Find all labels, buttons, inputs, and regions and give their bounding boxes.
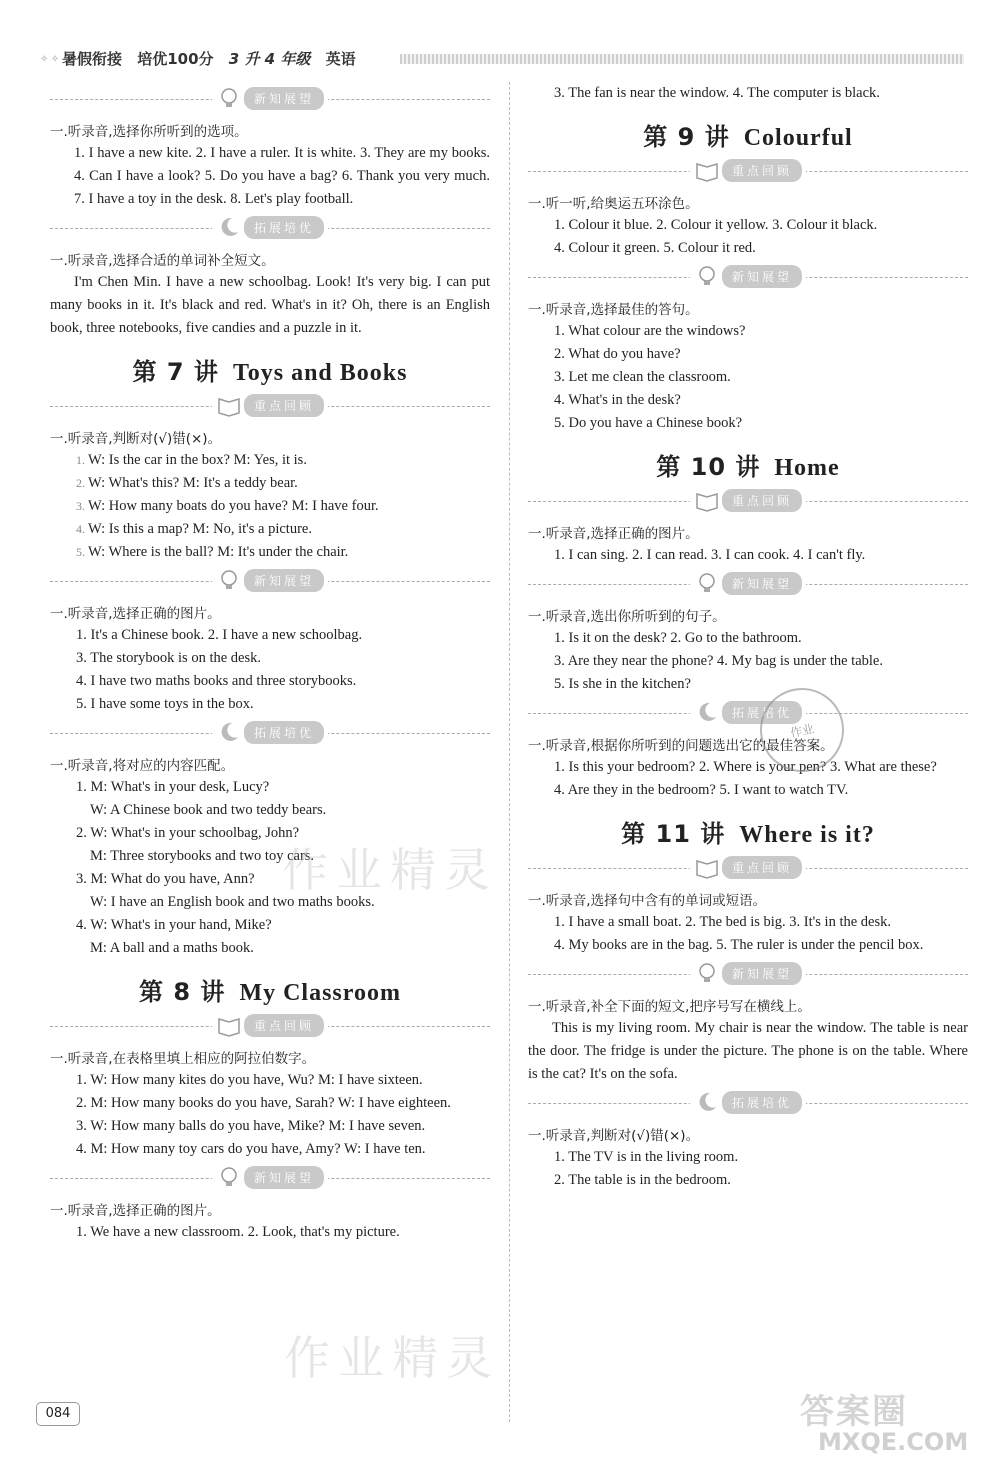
page-number: 084: [36, 1402, 80, 1426]
section-label: 拓展培优: [722, 701, 802, 724]
section-label: 新知展望: [722, 572, 802, 595]
header-title: [62, 48, 366, 69]
section-header-extend: [528, 700, 968, 728]
list-item: 3. Let me clean the classroom.: [554, 369, 731, 385]
column-divider: [509, 82, 510, 1422]
question-prompt: 一.听录音,判断对(√)错(×)。: [50, 431, 222, 447]
question-prompt: 一.听录音,在表格里填上相应的阿拉伯数字。: [50, 1051, 316, 1067]
section-header-new: [50, 86, 490, 114]
section-label: 新知展望: [722, 265, 802, 288]
moon-icon: [216, 720, 242, 744]
question-prompt: 一.听录音,选择最佳的答句。: [528, 302, 699, 318]
header-series: 暑假衔接: [62, 50, 123, 68]
moon-icon: [694, 700, 720, 724]
list-item: M: Three storybooks and two toy cars.: [90, 848, 315, 864]
header-subject: 英语: [325, 50, 356, 68]
bulb-icon: [694, 961, 720, 985]
list-item: 2. M: How many books do you have, Sarah? W: I have eighteen.: [76, 1095, 451, 1111]
question-prompt: 一.听录音,选择合适的单词补全短文。: [50, 253, 275, 269]
paragraph: I'm Chen Min. I have a new schoolbag. Look! It's very big. I can put many books in it. It's black and red. What's in it? Oh, there is an English book, three notebooks, five candies and a puzzle in it.: [50, 274, 490, 336]
list-item: 1. W: Is the car in the box? M: Yes, it is.: [76, 452, 307, 468]
section-label: 拓展培优: [244, 721, 324, 744]
header-dots: ✧ ✧: [40, 54, 60, 65]
lesson-title-10: [528, 447, 968, 482]
paragraph: 1. I have a new kite. 2. I have a ruler. It is white. 3. They are my books. 4. Can I have a look? 5. Do you have a bag? 6. Thank you very much. 7. I have a toy in the desk. 8. Let's play football.: [74, 145, 490, 207]
section-label: 新知展望: [244, 87, 324, 110]
list-item: 4. My books are in the bag. 5. The ruler is under the pencil box.: [554, 937, 924, 953]
book-icon: [216, 393, 242, 417]
list-item: 3. Are they near the phone? 4. My bag is under the table.: [554, 653, 883, 669]
book-icon: [694, 855, 720, 879]
lesson-number: 第 10 讲: [656, 453, 761, 481]
section-label: 拓展培优: [722, 1091, 802, 1114]
question-prompt: 一.听一听,给奥运五环涂色。: [528, 196, 699, 212]
list-item: 3. The fan is near the window. 4. The computer is black.: [554, 85, 880, 101]
list-item: 1. I can sing. 2. I can read. 3. I can cook. 4. I can't fly.: [554, 547, 866, 563]
question-prompt: 一.听录音,补全下面的短文,把序号写在横线上。: [528, 999, 811, 1015]
section-header-extend: [50, 720, 490, 748]
section-header-new: [528, 961, 968, 989]
list-item: 2. W: What's this? M: It's a teddy bear.: [76, 475, 298, 491]
list-item: W: A Chinese book and two teddy bears.: [90, 802, 327, 818]
section-header-review: [528, 855, 968, 883]
list-item: 3. M: What do you have, Ann?: [76, 871, 255, 887]
section-label: 重点回顾: [722, 489, 802, 512]
lesson-name: Colourful: [743, 125, 853, 151]
list-item: 1. What colour are the windows?: [554, 323, 746, 339]
corner-logo: 答案圈: [800, 1392, 908, 1432]
list-item: 1. It's a Chinese book. 2. I have a new schoolbag.: [76, 627, 363, 643]
list-item: M: A ball and a maths book.: [90, 940, 254, 956]
section-label: 重点回顾: [244, 1014, 324, 1037]
list-item: 2. What do you have?: [554, 346, 681, 362]
corner-url: MXQE.COM: [818, 1428, 969, 1456]
section-header-review: [50, 1013, 490, 1041]
lesson-number: 第 9 讲: [643, 123, 730, 151]
paragraph: This is my living room. My chair is near the window. The table is near the door. The fridge is under the picture. The phone is on the table. Where is the cat? It's on the sofa.: [528, 1020, 968, 1082]
lesson-title-7: [50, 352, 490, 387]
section-header-review: [50, 393, 490, 421]
list-item: 4. W: Is this a map? M: No, it's a picture.: [76, 521, 312, 537]
lesson-number: 第 8 讲: [139, 978, 226, 1006]
list-item: 1. The TV is in the living room.: [554, 1149, 739, 1165]
stamp: 作业: [752, 680, 852, 780]
header-bar: [400, 54, 964, 64]
list-item: 3. The storybook is on the desk.: [76, 650, 261, 666]
bulb-icon: [694, 571, 720, 595]
section-header-extend: [50, 215, 490, 243]
lesson-number: 第 11 讲: [621, 820, 726, 848]
list-item: 3. W: How many balls do you have, Mike? M: I have seven.: [76, 1118, 426, 1134]
question-prompt: 一.听录音,选择正确的图片。: [50, 1203, 221, 1219]
question-prompt: 一.听录音,选出你所听到的句子。: [528, 609, 726, 625]
list-item: W: I have an English book and two maths books.: [90, 894, 375, 910]
list-item: 2. W: What's in your schoolbag, John?: [76, 825, 300, 841]
list-item: 4. M: How many toy cars do you have, Amy? W: I have ten.: [76, 1141, 426, 1157]
section-header-new: [50, 1165, 490, 1193]
section-label: 新知展望: [244, 569, 324, 592]
list-item: 1. M: What's in your desk, Lucy?: [76, 779, 270, 795]
moon-icon: [216, 215, 242, 239]
list-item: 5. W: Where is the ball? M: It's under the chair.: [76, 544, 349, 560]
list-item: 1. Is this your bedroom? 2. Where is your pen? 3. What are these?: [554, 759, 937, 775]
page-header: [0, 44, 1000, 76]
list-item: 4. Are they in the bedroom? 5. I want to watch TV.: [554, 782, 849, 798]
moon-icon: [694, 1090, 720, 1114]
header-subtitle: 培优100分: [137, 50, 214, 68]
watermark: 作业精灵: [284, 1331, 500, 1385]
left-column: [50, 82, 490, 1244]
list-item: 5. Is she in the kitchen?: [554, 676, 691, 692]
section-label: 拓展培优: [244, 216, 324, 239]
lesson-number: 第 7 讲: [132, 358, 219, 386]
list-item: 1. Is it on the desk? 2. Go to the bathroom.: [554, 630, 802, 646]
section-header-review: [528, 488, 968, 516]
question-prompt: 一.听录音,根据你所听到的问题选出它的最佳答案。: [528, 738, 834, 754]
list-item: 1. W: How many kites do you have, Wu? M: I have sixteen.: [76, 1072, 423, 1088]
list-item: 4. Colour it green. 5. Colour it red.: [554, 240, 756, 256]
section-header-new: [528, 264, 968, 292]
question-prompt: 一.听录音,将对应的内容匹配。: [50, 758, 235, 774]
lesson-name: Home: [774, 455, 840, 481]
list-item: 1. We have a new classroom. 2. Look, that's my picture.: [76, 1224, 400, 1240]
bulb-icon: [694, 264, 720, 288]
section-header-review: [528, 158, 968, 186]
book-icon: [694, 488, 720, 512]
list-item: 5. Do you have a Chinese book?: [554, 415, 743, 431]
list-item: 4. I have two maths books and three storybooks.: [76, 673, 357, 689]
list-item: 5. I have some toys in the box.: [76, 696, 254, 712]
bulb-icon: [216, 568, 242, 592]
list-item: 3. W: How many boats do you have? M: I have four.: [76, 498, 379, 514]
book-icon: [216, 1013, 242, 1037]
section-header-extend: [528, 1090, 968, 1118]
section-label: 新知展望: [244, 1166, 324, 1189]
lesson-name: Where is it?: [739, 822, 875, 848]
list-item: 1. Colour it blue. 2. Colour it yellow. 3. Colour it black.: [554, 217, 878, 233]
question-prompt: 一.听录音,选择句中含有的单词或短语。: [528, 893, 767, 909]
question-prompt: 一.听录音,选择你所听到的选项。: [50, 124, 248, 140]
watermark: 作业精灵: [282, 843, 498, 897]
question-prompt: 一.听录音,选择正确的图片。: [528, 526, 699, 542]
section-label: 重点回顾: [722, 856, 802, 879]
header-grade: 3 升 4 年级: [228, 50, 311, 68]
lesson-name: Toys and Books: [232, 360, 408, 386]
lesson-name: My Classroom: [239, 980, 401, 1006]
list-item: 4. What's in the desk?: [554, 392, 681, 408]
section-header-new: [528, 571, 968, 599]
section-label: 新知展望: [722, 962, 802, 985]
question-prompt: 一.听录音,选择正确的图片。: [50, 606, 221, 622]
bulb-icon: [216, 1165, 242, 1189]
section-header-new: [50, 568, 490, 596]
section-label: 重点回顾: [722, 159, 802, 182]
lesson-title-11: [528, 814, 968, 849]
list-item: 1. I have a small boat. 2. The bed is big. 3. It's in the desk.: [554, 914, 891, 930]
bulb-icon: [216, 86, 242, 110]
right-column: [528, 82, 968, 1192]
lesson-title-8: [50, 972, 490, 1007]
book-icon: [694, 158, 720, 182]
lesson-title-9: [528, 117, 968, 152]
section-label: 重点回顾: [244, 394, 324, 417]
list-item: 2. The table is in the bedroom.: [554, 1172, 731, 1188]
question-prompt: 一.听录音,判断对(√)错(×)。: [528, 1128, 700, 1144]
list-item: 4. W: What's in your hand, Mike?: [76, 917, 272, 933]
